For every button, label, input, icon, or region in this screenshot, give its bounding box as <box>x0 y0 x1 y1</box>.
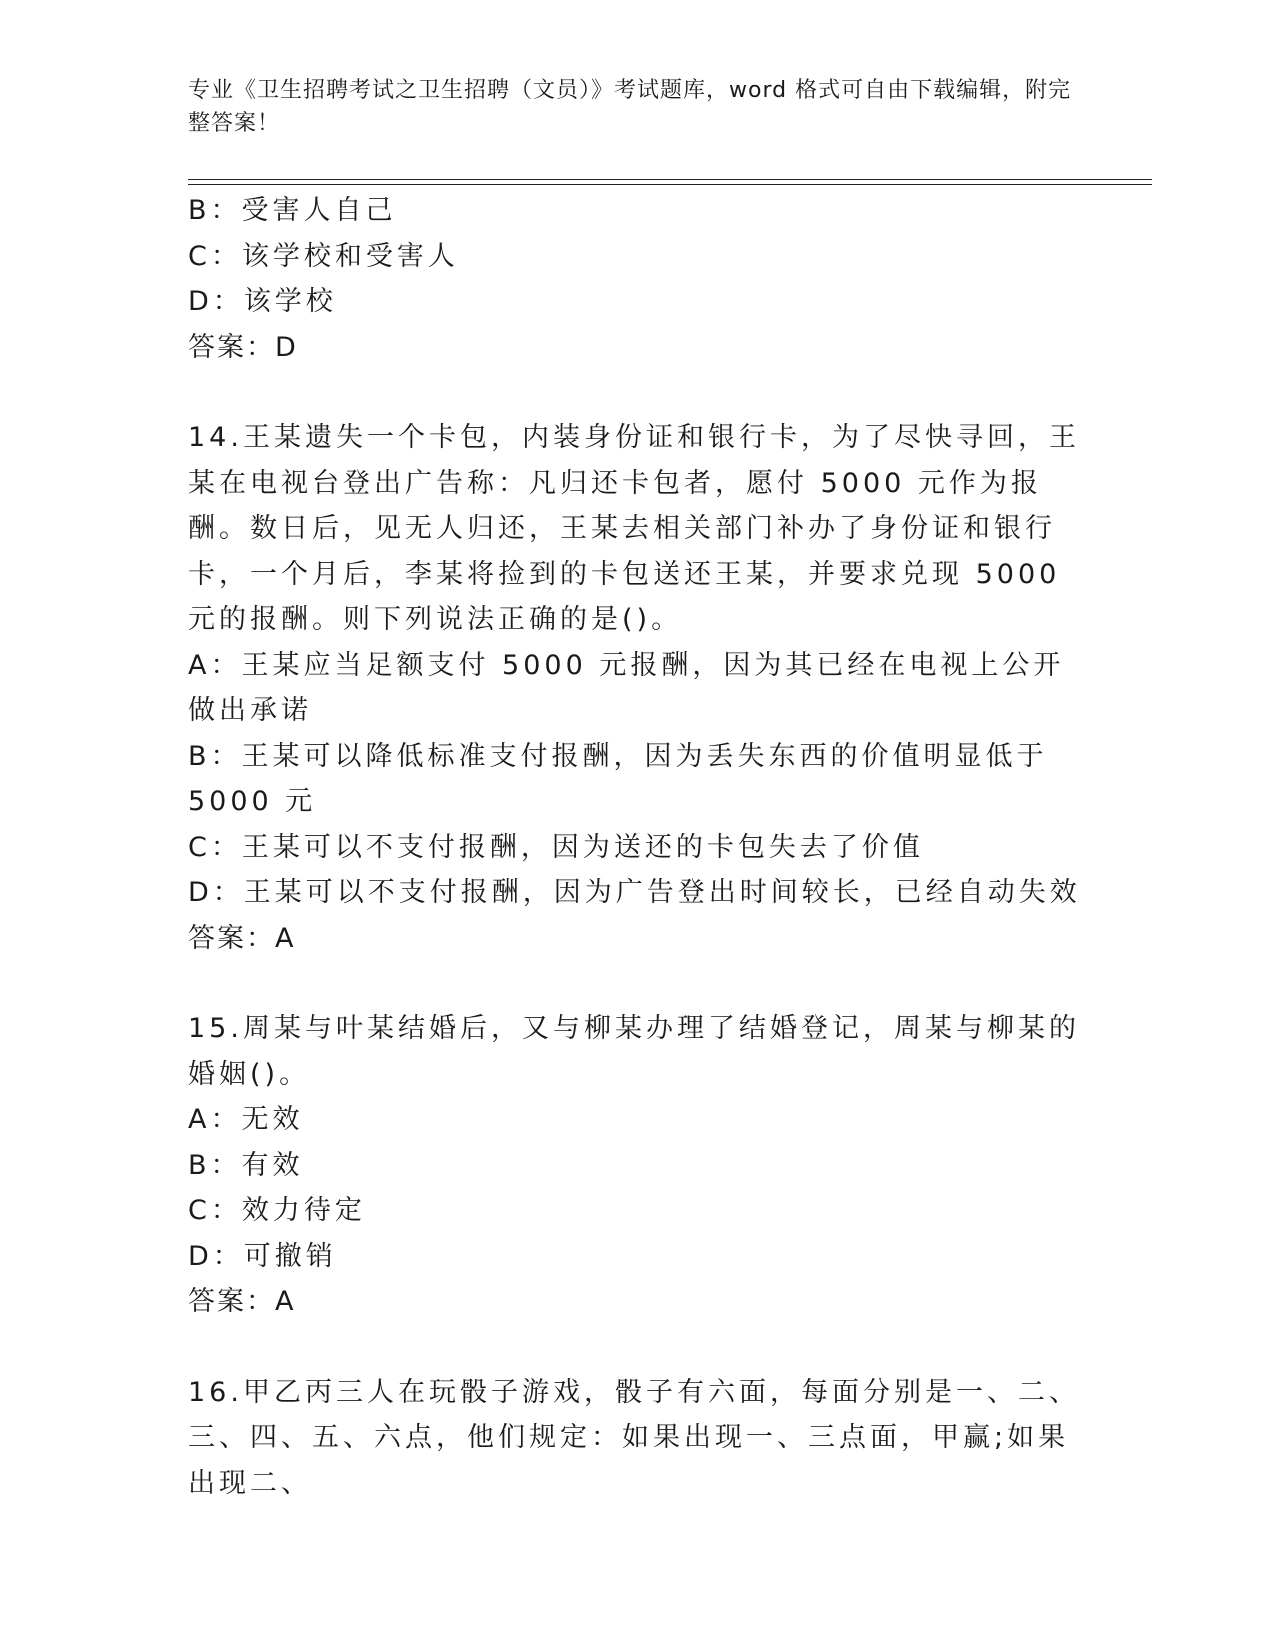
option-d: D：王某可以不支付报酬，因为广告登出时间较长，已经自动失效 <box>188 877 1081 908</box>
question-16 <box>188 1370 1088 1507</box>
option-c: C：王某可以不支付报酬，因为送还的卡包失去了价值 <box>188 831 924 863</box>
answer: 答案：D <box>188 331 298 363</box>
option-c: C：效力待定 <box>188 1195 366 1226</box>
question-14 <box>188 415 1088 961</box>
answer: 答案：A <box>188 1286 296 1317</box>
previous-question <box>188 188 1088 370</box>
option-d: D：该学校 <box>188 286 337 317</box>
answer: 答案：A <box>188 922 296 954</box>
option-a: A：无效 <box>188 1104 304 1135</box>
option-d: D：可撤销 <box>188 1240 337 1272</box>
question-text: 15.周某与叶某结婚后，又与柳某办理了结婚登记，周某与柳某的婚姻()。 <box>188 1013 1080 1090</box>
option-b: B：王某可以降低标准支付报酬，因为丢失东西的价值明显低于 5000 元 <box>188 740 1048 817</box>
option-a: A：王某应当足额支付 5000 元报酬，因为其已经在电视上公开做出承诺 <box>188 649 1065 726</box>
header-divider-bottom <box>188 184 1152 185</box>
question-text: 14.王某遗失一个卡包，内装身份证和银行卡，为了尽快寻回，王某在电视台登出广告称：凡归还卡包者，愿付 5000 元作为报酬。数日后，见无人归还，王某去相关部门补办了身份证和银行卡，一个月后，李某将捡到的卡包送还王某，并要求兑现 5000 元的报酬。则下列说法正确的是()。 <box>188 422 1080 635</box>
question-text: 16.甲乙丙三人在玩骰子游戏，骰子有六面，每面分别是一、二、三、四、五、六点，他们规定：如果出现一、三点面，甲赢;如果出现二、 <box>188 1376 1080 1499</box>
document-header <box>188 74 1088 140</box>
option-b: B：受害人自己 <box>188 195 397 226</box>
header-title: 专业《卫生招聘考试之卫生招聘（文员）》考试题库，word 格式可自由下载编辑，附完整答案！ <box>188 78 1072 136</box>
question-content <box>188 188 1088 1506</box>
option-c: C：该学校和受害人 <box>188 240 459 272</box>
question-15 <box>188 1006 1088 1325</box>
header-divider-top <box>188 179 1152 180</box>
option-b: B：有效 <box>188 1149 304 1181</box>
